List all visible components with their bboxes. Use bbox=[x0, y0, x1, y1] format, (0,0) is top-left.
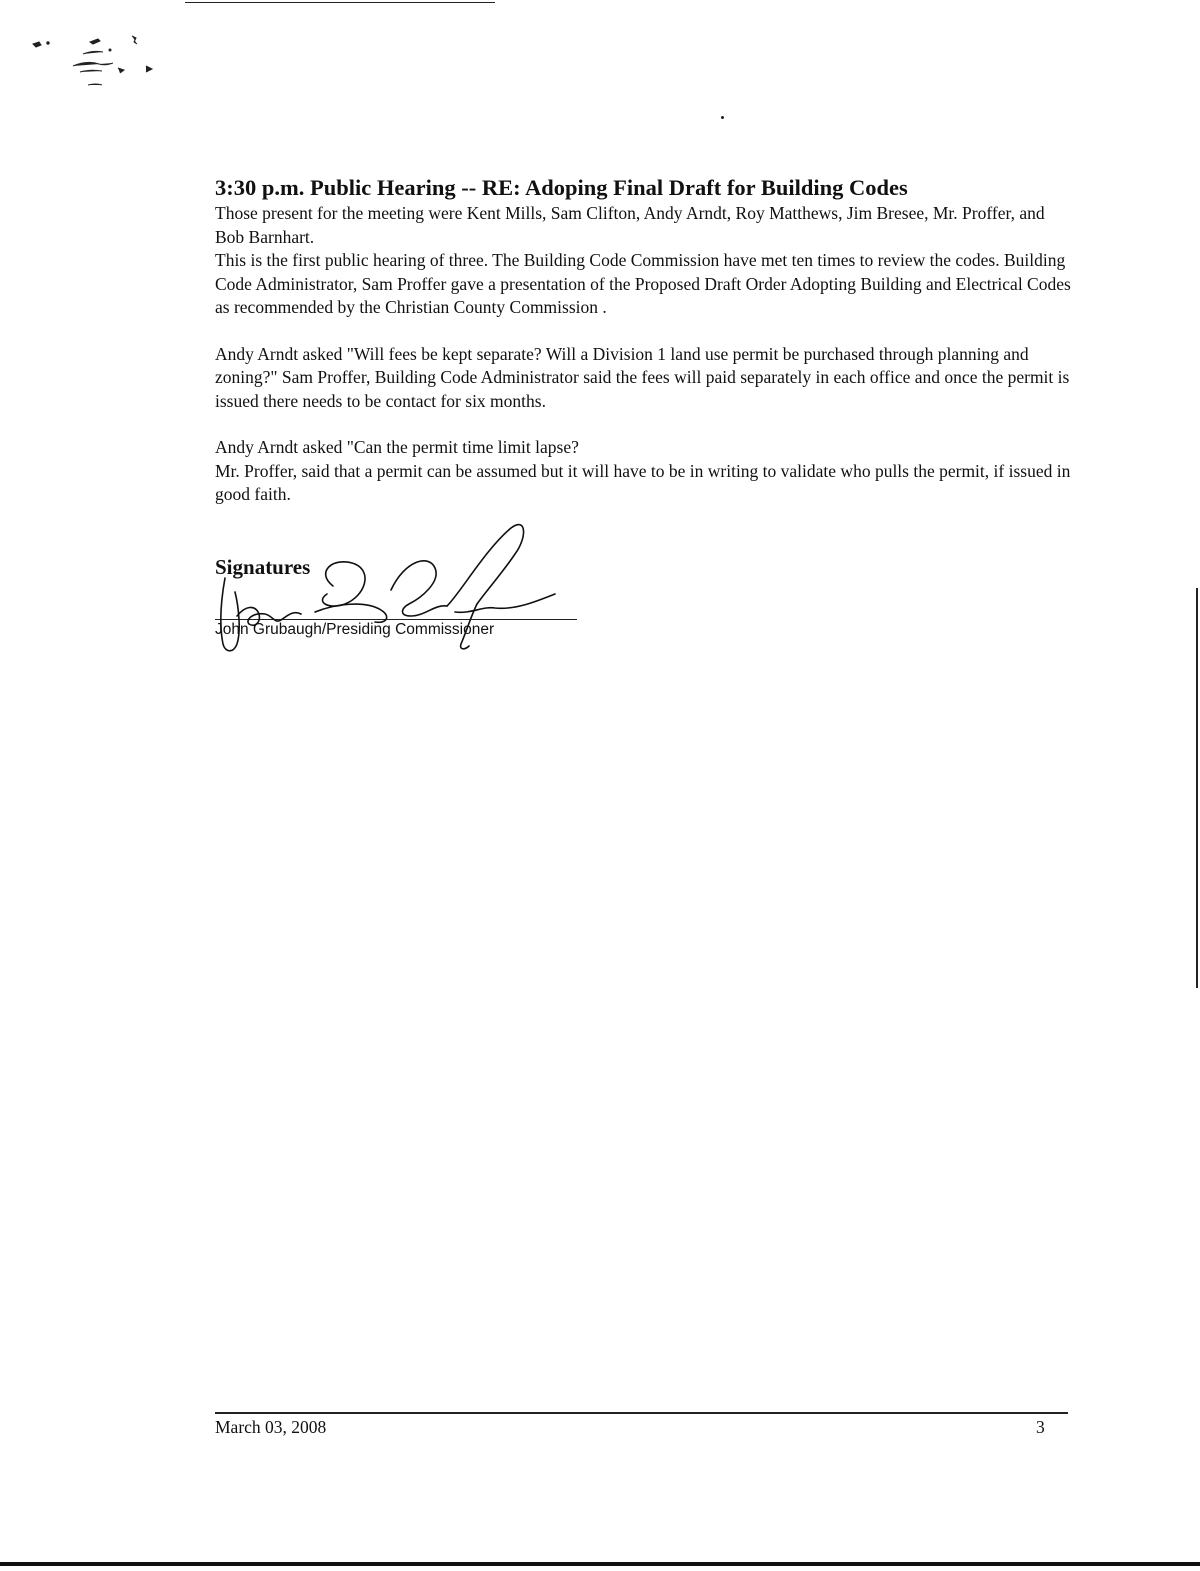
signer-name: John Grubaugh/Presiding Commissioner bbox=[215, 621, 495, 638]
overview-paragraph: This is the first public hearing of three. The Building Code Commission have met ten times to review the codes. Building Code Administrator, Sam Proffer gave a presentation of the Proposed Draft Order Adopting Building and Electrical Codes as recommended by the Christian County Commission . bbox=[215, 250, 1071, 317]
handwritten-signature bbox=[215, 520, 635, 670]
lapse-answer-paragraph: Mr. Proffer, said that a permit can be assumed but it will have to be in writing to validate who pulls the permit, if issued in good faith. bbox=[215, 460, 1071, 504]
footer-date: March 03, 2008 bbox=[215, 1417, 327, 1437]
attendance-paragraph: Those present for the meeting were Kent Mills, Sam Clifton, Andy Arndt, Roy Matthews, Jim Bresee, Mr. Proffer, and Bob Barnhart. bbox=[215, 203, 1045, 247]
paragraph-spacer bbox=[215, 413, 1075, 436]
scan-artifact-dot bbox=[721, 116, 724, 119]
hearing-heading: 3:30 p.m. Public Hearing -- RE: Adoping Final Draft for Building Codes bbox=[215, 175, 908, 200]
scan-bottom-edge bbox=[0, 1562, 1200, 1566]
page-number: 3 bbox=[1036, 1417, 1045, 1437]
lapse-question-paragraph: Andy Arndt asked "Can the permit time limit lapse? bbox=[215, 437, 579, 457]
minutes-body bbox=[215, 174, 1075, 507]
scan-right-edge-mark bbox=[1196, 588, 1198, 988]
signature-block bbox=[215, 520, 635, 670]
paragraph-spacer bbox=[215, 320, 1075, 343]
fees-question-paragraph: Andy Arndt asked "Will fees be kept separate? Will a Division 1 land use permit be purchased through planning and zoning?" Sam Proffer, Building Code Administrator said the fees will paid separately in each office and once the permit is issued there needs to be contact for six months. bbox=[215, 343, 1070, 411]
footer-rule bbox=[215, 1412, 1068, 1414]
scan-top-edge-line bbox=[185, 2, 495, 3]
scan-artifact-specks bbox=[28, 30, 168, 100]
signatures-heading: Signatures bbox=[215, 555, 311, 579]
